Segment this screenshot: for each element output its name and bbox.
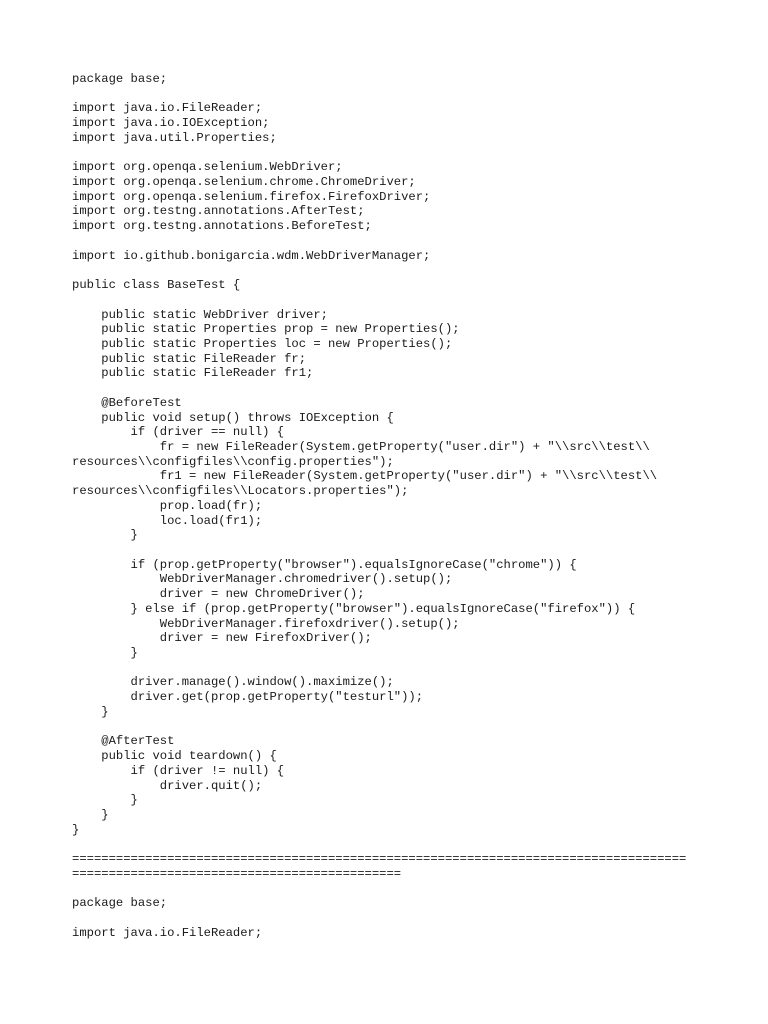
code-line: public class BaseTest {: [72, 278, 241, 293]
code-line: package base;: [72, 72, 168, 86]
code-line: import io.github.bonigarcia.wdm.WebDriverManager;: [72, 248, 431, 263]
code-line: =============================================: [72, 866, 402, 881]
code-line: import org.openqa.selenium.chrome.ChromeDriver;: [72, 175, 416, 190]
code-line: import java.io.FileReader;: [72, 101, 263, 116]
code-line: @BeforeTest: [72, 395, 182, 410]
code-line: fr1 = new FileReader(System.getProperty("user.dir") + "\\src\\test\\: [72, 469, 658, 484]
code-line: import java.util.Properties;: [72, 130, 277, 145]
code-line: import java.io.IOException;: [72, 116, 270, 131]
code-line: WebDriverManager.firefoxdriver().setup();: [72, 616, 460, 631]
code-line: [72, 882, 686, 897]
code-line: resources\\configfiles\\Locators.properties");: [72, 484, 409, 499]
code-line: WebDriverManager.chromedriver().setup();: [72, 572, 453, 587]
code-line: driver.get(prop.getProperty("testurl"));: [72, 690, 424, 705]
code-line: public static FileReader fr;: [72, 351, 307, 366]
code-line: }: [72, 704, 109, 719]
code-line: [72, 293, 686, 308]
code-line: public static WebDriver driver;: [72, 307, 328, 322]
code-line: prop.load(fr);: [72, 498, 263, 513]
code-line: public static FileReader fr1;: [72, 366, 314, 381]
code-line: import java.io.FileReader;: [72, 925, 263, 940]
code-line: [72, 381, 686, 396]
code-line: import org.testng.annotations.AfterTest;: [72, 204, 365, 219]
code-line: driver.manage().window().maximize();: [72, 675, 394, 690]
code-line: public void teardown() {: [72, 749, 277, 764]
code-line: if (prop.getProperty("browser").equalsIgnoreCase("chrome")) {: [72, 557, 577, 572]
code-line: }: [72, 807, 109, 822]
code-line: driver = new FirefoxDriver();: [72, 631, 372, 646]
code-line: }: [72, 528, 138, 543]
code-line: }: [72, 793, 138, 808]
code-line: [72, 146, 686, 161]
code-line: public static Properties loc = new Properties();: [72, 336, 453, 351]
code-line: }: [72, 822, 80, 837]
code-line: [72, 543, 686, 558]
code-line: if (driver == null) {: [72, 425, 285, 440]
code-line: ====================================================================================: [72, 852, 687, 867]
code-line: import org.openqa.selenium.firefox.FirefoxDriver;: [72, 189, 431, 204]
code-line: [72, 720, 686, 735]
code-line: [72, 837, 686, 852]
code-line: driver = new ChromeDriver();: [72, 587, 365, 602]
code-line: [72, 87, 686, 102]
code-line: import org.testng.annotations.BeforeTest;: [72, 219, 372, 234]
code-listing: [72, 72, 686, 940]
code-line: if (driver != null) {: [72, 763, 285, 778]
code-line: }: [72, 646, 138, 661]
code-line: public void setup() throws IOException {: [72, 410, 394, 425]
code-line: [72, 661, 686, 676]
code-line: loc.load(fr1);: [72, 513, 263, 528]
code-line: [72, 263, 686, 278]
code-line: driver.quit();: [72, 778, 263, 793]
code-line: import org.openqa.selenium.WebDriver;: [72, 160, 343, 175]
code-line: [72, 911, 686, 926]
code-line: @AfterTest: [72, 734, 175, 749]
code-line: fr = new FileReader(System.getProperty("user.dir") + "\\src\\test\\: [72, 439, 650, 454]
code-line: [72, 234, 686, 249]
code-line: } else if (prop.getProperty("browser").equalsIgnoreCase("firefox")) {: [72, 601, 636, 616]
code-line: public static Properties prop = new Properties();: [72, 322, 460, 337]
code-line: resources\\configfiles\\config.properties");: [72, 454, 394, 469]
code-line: package base;: [72, 896, 168, 911]
